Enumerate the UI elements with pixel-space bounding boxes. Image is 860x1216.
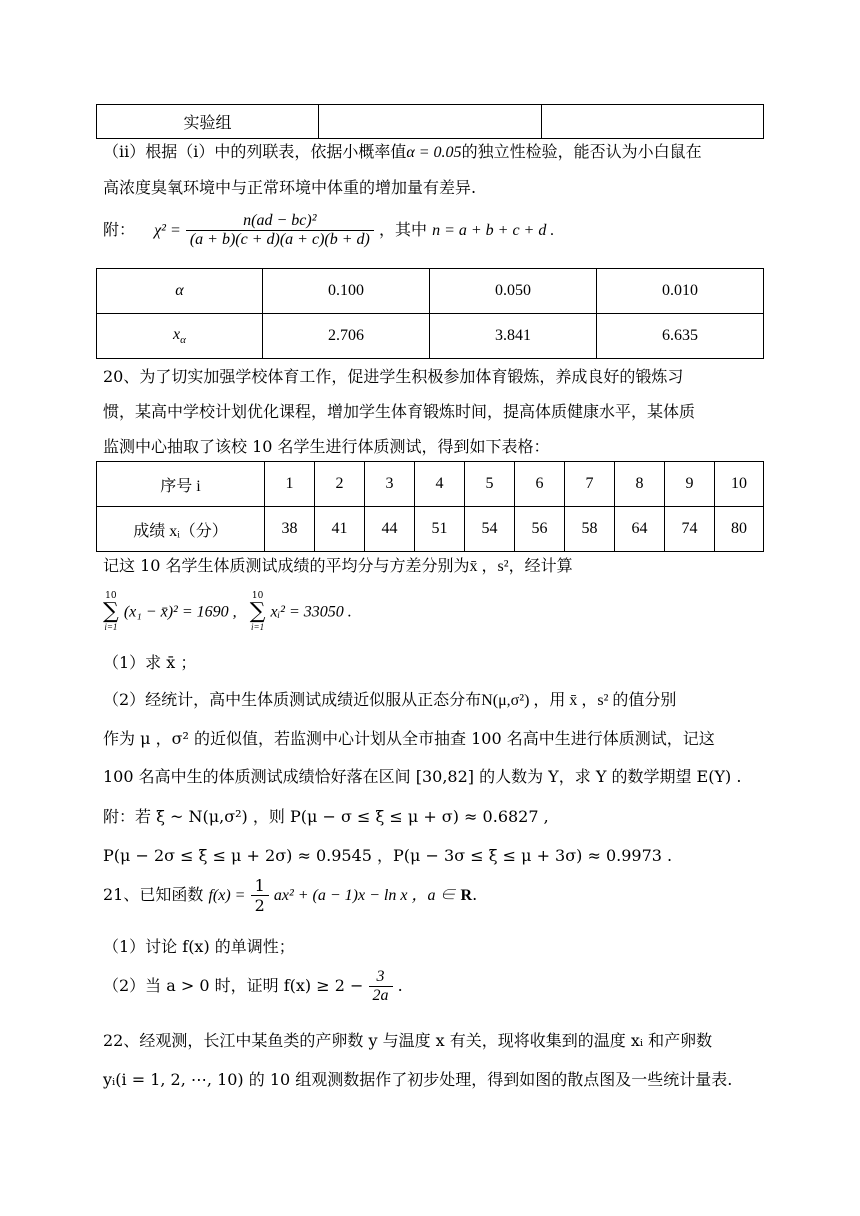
critical-value-table (96, 268, 764, 359)
score-cell: 44 (365, 507, 415, 552)
q20-line3: 监测中心抽取了该校 10 名学生进行体质测试，得到如下表格： (103, 437, 550, 456)
critical-value: 6.635 (597, 314, 764, 359)
x-alpha-header: $x_\alpha$ (97, 314, 263, 359)
score-header: 成绩 xᵢ（分） (97, 507, 265, 552)
index-cell: 9 (665, 462, 715, 507)
index-cell: 8 (615, 462, 665, 507)
q21-stem: 21、已知函数 f(x) = $\frac{1}{2}$ ax² + (a − 1)x − ln x ，a ∈ R. (103, 876, 478, 915)
cell-empty (319, 105, 542, 139)
critical-value: 2.706 (263, 314, 430, 359)
q20-line1: 20、为了切实加强学校体育工作，促进学生积极参加体育锻炼，养成良好的锻炼习 (103, 367, 684, 386)
q22-line1: 22、经观测，长江中某鱼类的产卵数 y 与温度 x 有关，现将收集到的温度 xᵢ 和产卵数 (103, 1031, 713, 1050)
sigma-icon: 10 ∑ i=1 (249, 591, 266, 632)
sigma-icon: 10 ∑ i=1 (103, 591, 119, 632)
q20-part2-b: 作为 μ ，σ² 的近似值，若监测中心计划从全市抽查 100 名高中生进行体质测试，记这 (103, 729, 715, 748)
score-cell: 80 (715, 507, 764, 552)
q22-line2: yᵢ(i = 1, 2, ⋯, 10) 的 10 组观测数据作了初步处理，得到如图的散点图及一些统计量表. (103, 1070, 733, 1089)
index-cell: 2 (315, 462, 365, 507)
score-cell: 51 (415, 507, 465, 552)
chi-square-formula: 附： χ² = $\frac{\text{n(ad − bc)²}}{(a + b)(c + d)(a + c)(b + d)}$ ，其中 n = a + b + c + d . (103, 212, 555, 248)
sum-formulas: 10 ∑ i=1 (x₁ − x̄)² = 1690 , 10 ∑ i=1 xᵢ² = 33050 . (103, 591, 352, 632)
index-cell: 4 (415, 462, 465, 507)
score-cell: 41 (315, 507, 365, 552)
q20-line2: 惯，某高中学校计划优化课程，增加学生体育锻炼时间，提高体质健康水平，某体质 (103, 402, 696, 421)
q19ii-line2: 高浓度臭氧环境中与正常环境中体重的增加量有差异. (103, 178, 477, 197)
q20-part1: （1）求 x̄ ； (103, 653, 197, 672)
alpha-value: 0.050 (430, 269, 597, 314)
index-header: 序号 i (97, 462, 265, 507)
score-cell: 64 (615, 507, 665, 552)
score-cell: 58 (565, 507, 615, 552)
index-cell: 1 (265, 462, 315, 507)
cell-empty (542, 105, 764, 139)
alpha-value: 0.100 (263, 269, 430, 314)
contingency-table-tail (96, 104, 764, 139)
index-cell: 10 (715, 462, 764, 507)
q21-part2: （2）当 a > 0 时，证明 f(x) ≥ 2 − $\frac{3}{2a}$ . (103, 968, 403, 1004)
score-cell: 74 (665, 507, 715, 552)
critical-value: 3.841 (430, 314, 597, 359)
q20-part2-a: （2）经统计，高中生体质测试成绩近似服从正态分布N(μ,σ²) ，用 x̄ ，s² 的值分别 (103, 690, 677, 709)
score-cell: 38 (265, 507, 315, 552)
row-label-experiment: 实验组 (97, 105, 319, 139)
q20-appendix-b: P(μ − 2σ ≤ ξ ≤ μ + 2σ) ≈ 0.9545 ，P(μ − 3σ ≤ ξ ≤ μ + 3σ) ≈ 0.9973 . (103, 846, 673, 865)
index-cell: 5 (465, 462, 515, 507)
index-cell: 6 (515, 462, 565, 507)
score-table (96, 461, 764, 552)
index-cell: 7 (565, 462, 615, 507)
index-cell: 3 (365, 462, 415, 507)
alpha-header: α (97, 269, 263, 314)
alpha-value: 0.010 (597, 269, 764, 314)
q20-part2-c: 100 名高中生的体质测试成绩恰好落在区间 [30,82] 的人数为 Y，求 Y 的数学期望 E(Y) . (103, 767, 742, 786)
q20-line4: 记这 10 名学生体质测试成绩的平均分与方差分别为x̄ ，s²，经计算 (103, 556, 573, 575)
q21-part1: （1）讨论 f(x) 的单调性； (103, 937, 295, 956)
q19ii-line1: （ii）根据（i）中的列联表，依据小概率值α = 0.05的独立性检验，能否认为小白鼠在 (103, 142, 702, 161)
score-cell: 54 (465, 507, 515, 552)
score-cell: 56 (515, 507, 565, 552)
q20-appendix-a: 附：若 ξ ~ N(μ,σ²) ，则 P(μ − σ ≤ ξ ≤ μ + σ) ≈ 0.6827 , (103, 807, 549, 826)
